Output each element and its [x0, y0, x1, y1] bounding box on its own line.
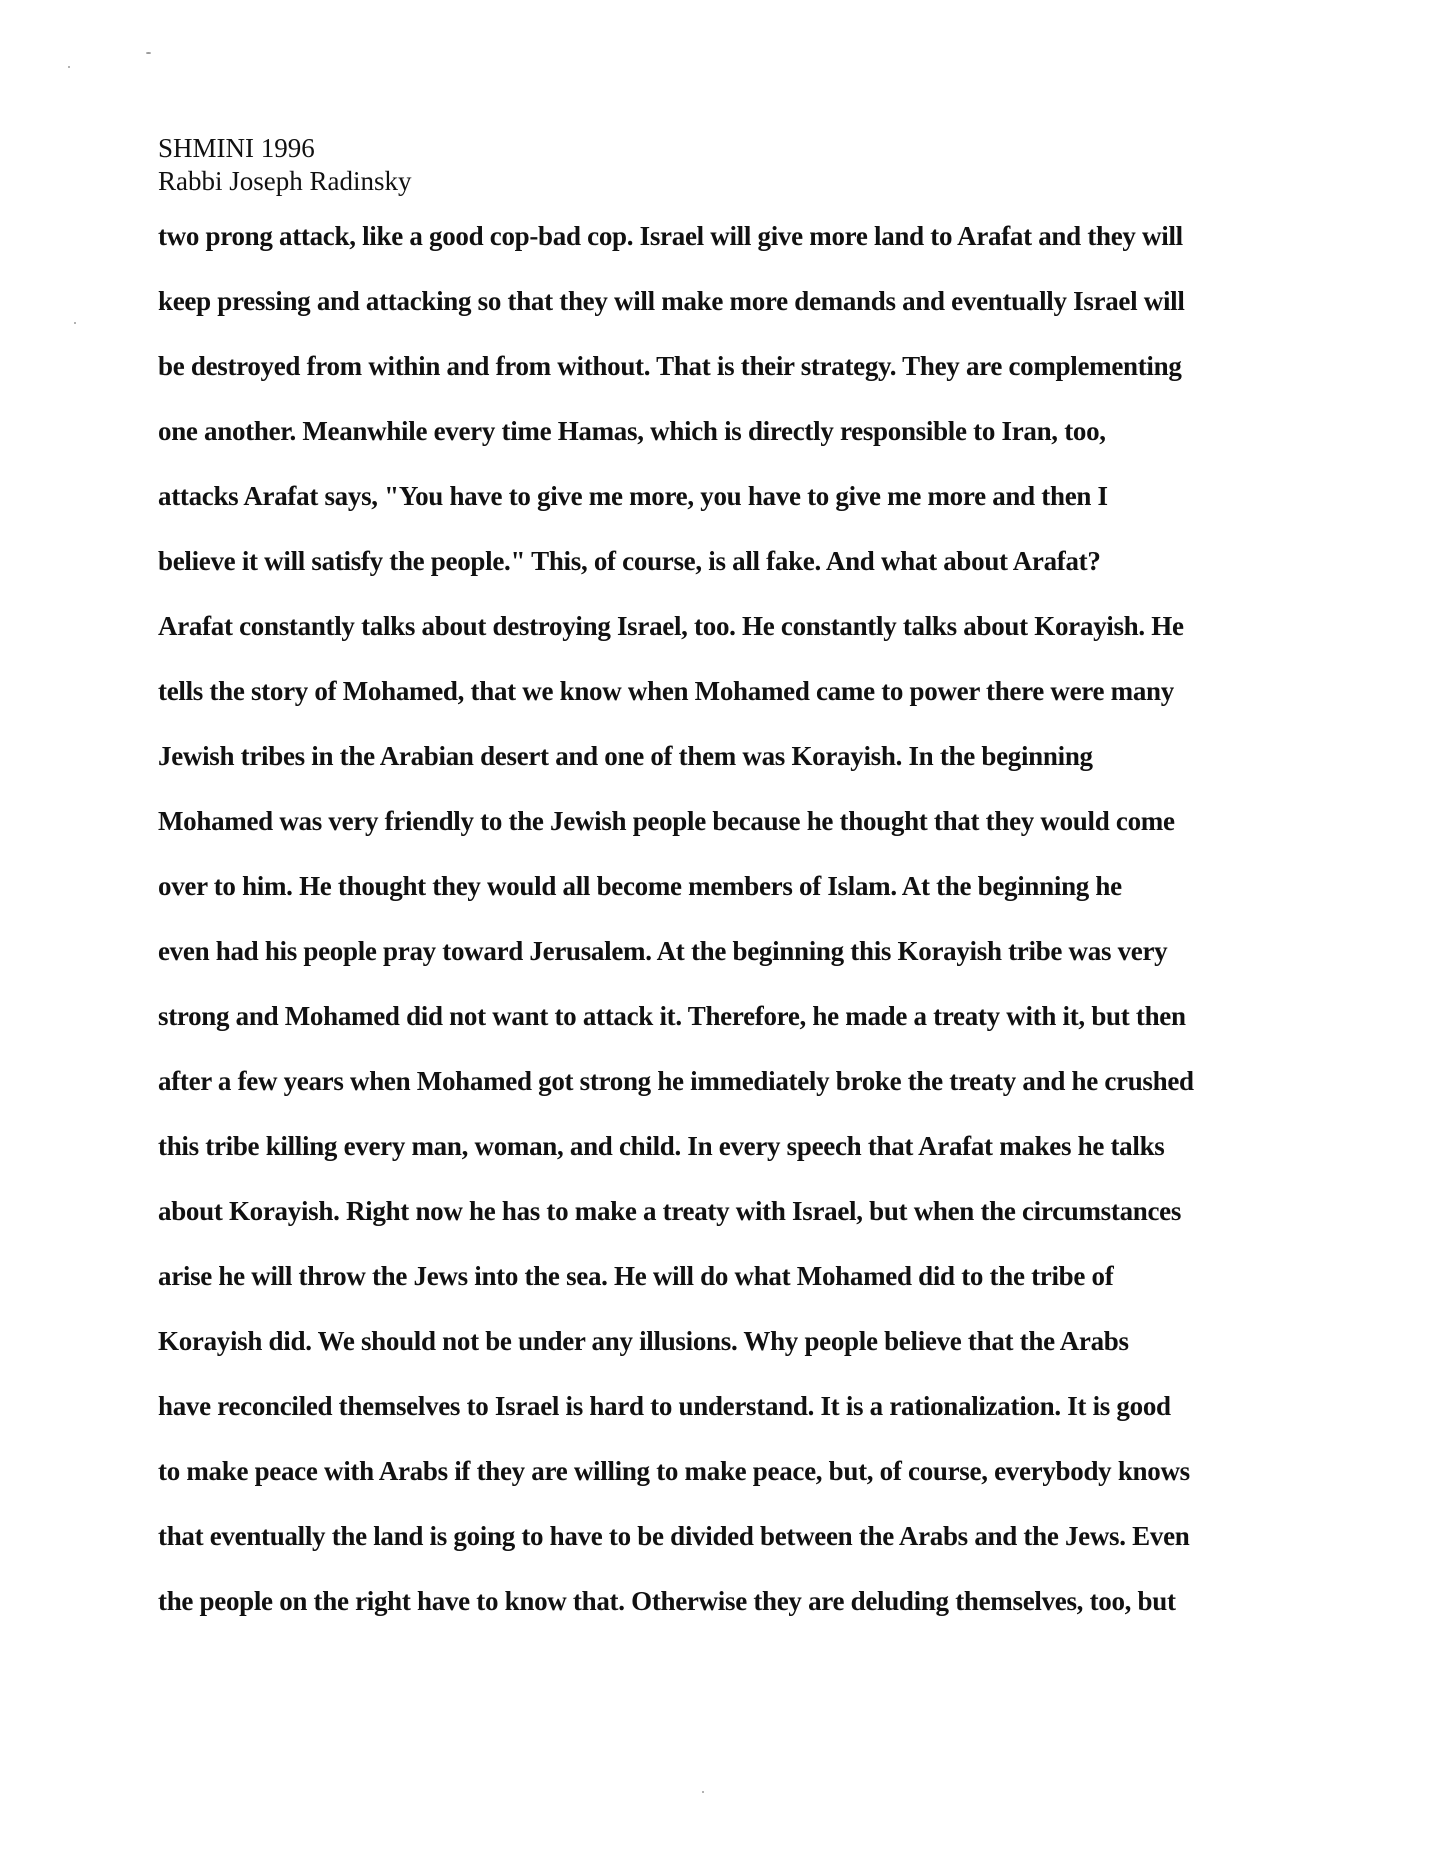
text-line: two prong attack, like a good cop-bad cop. Israel will give more land to Arafat and they will — [158, 221, 1183, 251]
document-author: Rabbi Joseph Radinsky — [158, 166, 412, 196]
text-line: Korayish did. We should not be under any illusions. Why people believe that the Arabs — [158, 1326, 1129, 1356]
text-line: attacks Arafat says, "You have to give me more, you have to give me more and then I — [158, 481, 1108, 511]
text-line: one another. Meanwhile every time Hamas, which is directly responsible to Iran, too, — [158, 416, 1106, 446]
text-line: Jewish tribes in the Arabian desert and one of them was Korayish. In the beginning — [158, 741, 1093, 771]
text-line: have reconciled themselves to Israel is hard to understand. It is a rationalization. It is good — [158, 1391, 1171, 1421]
text-line: that eventually the land is going to have to be divided between the Arabs and the Jews. Even — [158, 1521, 1190, 1551]
text-line: even had his people pray toward Jerusalem. At the beginning this Korayish tribe was very — [158, 936, 1168, 966]
text-line: keep pressing and attacking so that they will make more demands and eventually Israel will — [158, 286, 1185, 316]
scan-speck — [702, 1791, 704, 1793]
scan-speck — [74, 322, 76, 324]
text-line: the people on the right have to know that. Otherwise they are deluding themselves, too, but — [158, 1586, 1176, 1616]
text-line: after a few years when Mohamed got strong he immediately broke the treaty and he crushed — [158, 1066, 1194, 1096]
text-line: strong and Mohamed did not want to attack it. Therefore, he made a treaty with it, but then — [158, 1001, 1186, 1031]
document-title: SHMINI 1996 — [158, 133, 315, 163]
document-header — [158, 132, 412, 198]
text-line: this tribe killing every man, woman, and child. In every speech that Arafat makes he talks — [158, 1131, 1165, 1161]
text-line: be destroyed from within and from without. That is their strategy. They are complementing — [158, 351, 1182, 381]
text-line: about Korayish. Right now he has to make a treaty with Israel, but when the circumstances — [158, 1196, 1182, 1226]
scan-speck — [68, 66, 70, 68]
text-line: Arafat constantly talks about destroying Israel, too. He constantly talks about Korayish. He — [158, 611, 1184, 641]
text-line: to make peace with Arabs if they are willing to make peace, but, of course, everybody knows — [158, 1456, 1190, 1486]
text-line: Mohamed was very friendly to the Jewish people because he thought that they would come — [158, 806, 1175, 836]
text-line: tells the story of Mohamed, that we know when Mohamed came to power there were many — [158, 676, 1174, 706]
text-line: over to him. He thought they would all become members of Islam. At the beginning he — [158, 871, 1122, 901]
text-line: arise he will throw the Jews into the sea. He will do what Mohamed did to the tribe of — [158, 1261, 1114, 1291]
scan-speck — [146, 52, 151, 54]
text-line: believe it will satisfy the people." This, of course, is all fake. And what about Arafat? — [158, 546, 1101, 576]
document-body — [158, 218, 1268, 1648]
